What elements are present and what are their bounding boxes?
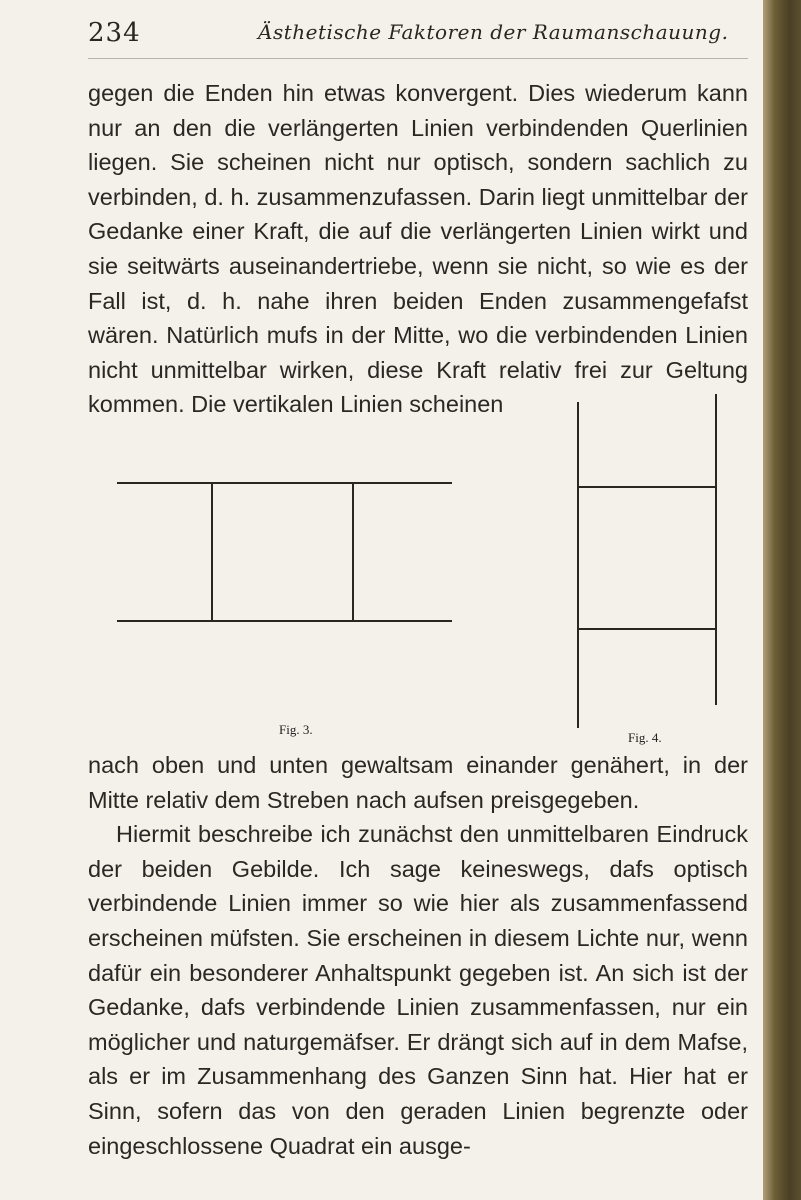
paragraph-new: [88, 817, 748, 1163]
fig3-label: Fig. 3.: [279, 722, 313, 737]
figure-4: [578, 394, 716, 728]
paragraph-new-text: Hiermit beschreibe ich zunächst den unmittelbaren Eindruck der beiden Gebilde. Ich sage keineswegs, dafs optisch verbindende Linien immer so wie hier als zusammenfassend erscheinen müfsten. Sie erscheinen in diesem Lichte nur, wenn dafür ein besonderer Anhaltspunkt gegeben ist. An sich ist der Gedanke, dafs verbindende Linien zusammenfassen, nur ein möglicher und naturgemäfser. Er drängt sich auf in dem Mafse, als er im Zusammenhang des Ganzen Sinn hat. Hier hat er Sinn, sofern das von den geraden Linien begrenzte oder eingeschlossene Quadrat ein ausge-: [88, 821, 748, 1159]
figure-3: [117, 483, 452, 621]
page-number: 234: [88, 18, 141, 48]
paragraph-continued: nach oben und unten gewaltsam einander genähert, in der Mitte relativ dem Streben nach aufsen preisgegeben.: [88, 752, 748, 813]
paragraph-top: gegen die Enden hin etwas konvergent. Dies wiederum kann nur an den die verlängerten Linien verbindenden Querlinien liegen. Sie scheinen nicht nur optisch, sondern sachlich zu verbinden, d. h. zusammenzufassen. Darin liegt unmittelbar der Gedanke einer Kraft, die auf die verlängerten Linien wirkt und sie seitwärts auseinandertriebe, wenn sie nicht, so wie es der Fall ist, d. h. nahe ihren beiden Enden zusammengefafst wären. Natürlich mufs in der Mitte, wo die verbindenden Linien nicht unmittelbar wirken, diese Kraft relativ frei zur Geltung kommen. Die vertikalen Linien scheinen: [88, 80, 748, 418]
running-head: Ästhetische Faktoren der Raumanschauung.: [258, 20, 729, 44]
fig4-label: Fig. 4.: [628, 730, 662, 745]
text-bottom: [88, 748, 748, 1163]
